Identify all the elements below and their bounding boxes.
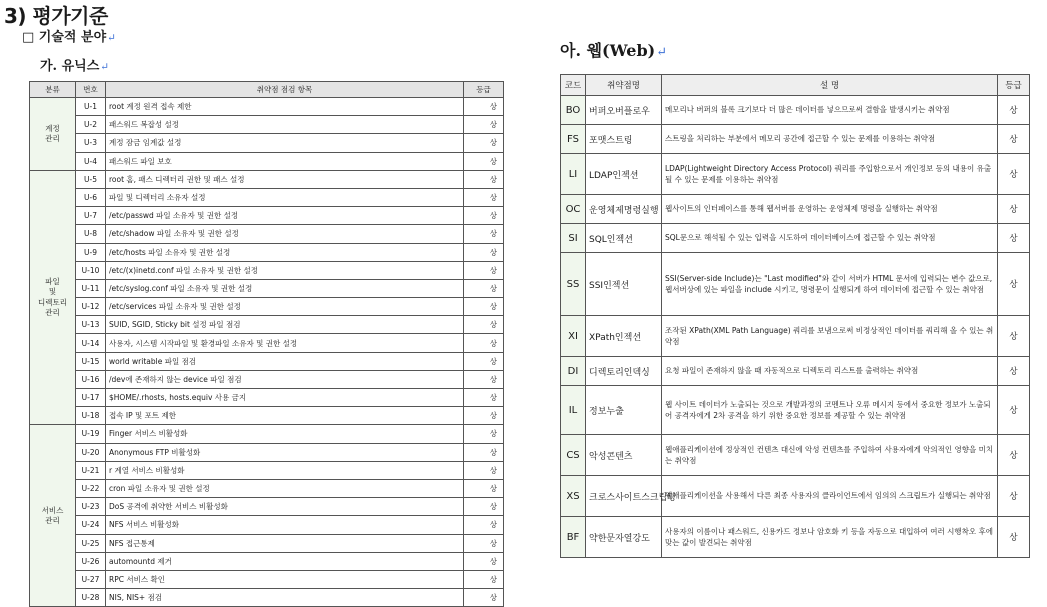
unix-item-name: /etc/hosts 파일 소유자 및 권한 설정 — [106, 243, 464, 261]
web-vuln-name: 약한문자열강도 — [586, 517, 662, 558]
unix-item-level: 상 — [464, 207, 504, 225]
unix-item-name: r 계열 서비스 비활성화 — [106, 461, 464, 479]
unix-item-name: automountd 제거 — [106, 552, 464, 570]
unix-item-code: U-5 — [76, 170, 106, 188]
unix-item-code: U-18 — [76, 407, 106, 425]
web-header-code: 코드 — [561, 75, 586, 96]
unix-item-code: U-12 — [76, 298, 106, 316]
unix-item-level: 상 — [464, 316, 504, 334]
table-row — [30, 479, 504, 497]
table-row — [30, 188, 504, 206]
unix-item-code: U-11 — [76, 279, 106, 297]
unix-item-level: 상 — [464, 589, 504, 607]
table-row — [561, 435, 1030, 476]
unix-item-name: root 홈, 패스 디렉터리 권한 및 패스 설정 — [106, 170, 464, 188]
unix-item-name: world writable 파일 점검 — [106, 352, 464, 370]
unix-header-row — [30, 82, 504, 98]
unix-category-cell — [30, 170, 76, 425]
web-header-name: 취약점명 — [586, 75, 662, 96]
table-row — [30, 298, 504, 316]
unix-item-name: 패스워드 파일 보호 — [106, 152, 464, 170]
unix-item-name: /etc/passwd 파일 소유자 및 권한 설정 — [106, 207, 464, 225]
unix-item-name: NFS 서비스 비활성화 — [106, 516, 464, 534]
unix-item-name: /dev에 존재하지 않는 device 파일 점검 — [106, 370, 464, 388]
web-vuln-desc: 메모리나 버퍼의 블록 크기보다 더 많은 데이터를 넣으므로써 결함을 발생시키는 취약점 — [662, 96, 998, 125]
table-row — [30, 370, 504, 388]
unix-item-code: U-2 — [76, 116, 106, 134]
unix-item-code: U-27 — [76, 570, 106, 588]
unix-item-name: NFS 접근통제 — [106, 534, 464, 552]
unix-item-level: 상 — [464, 98, 504, 116]
enter-mark-icon: ↵ — [107, 32, 116, 44]
unix-item-name: 계정 잠금 임계값 설정 — [106, 134, 464, 152]
unix-item-code: U-9 — [76, 243, 106, 261]
web-header-desc: 설 명 — [662, 75, 998, 96]
web-vuln-name: 정보누출 — [586, 386, 662, 435]
unix-item-level: 상 — [464, 116, 504, 134]
unix-item-code: U-10 — [76, 261, 106, 279]
table-row — [561, 154, 1030, 195]
web-table-body — [561, 96, 1030, 558]
web-vuln-level: 상 — [998, 386, 1030, 435]
unix-item-level: 상 — [464, 534, 504, 552]
unix-item-name: 접속 IP 및 포트 제한 — [106, 407, 464, 425]
web-vuln-desc: 사용자의 이름이나 패스워드, 신용카드 정보나 암호화 키 등을 자동으로 대입하여 여러 시행착오 후에 맞는 값이 발견되는 취약점 — [662, 517, 998, 558]
web-vuln-desc: 웹 사이트 데이터가 노출되는 것으로 개발과정의 코멘트나 오류 메시지 등에서 중요한 정보가 노출되어 공격자에게 2차 공격을 하기 위한 중요한 정보를 제공할 수 있는 취약점 — [662, 386, 998, 435]
web-vuln-name: 포맷스트링 — [586, 125, 662, 154]
unix-item-code: U-13 — [76, 316, 106, 334]
table-row — [561, 357, 1030, 386]
section-label — [22, 26, 116, 45]
web-vuln-level: 상 — [998, 154, 1030, 195]
web-vuln-code: LI — [561, 154, 586, 195]
unix-item-level: 상 — [464, 188, 504, 206]
unix-item-code: U-23 — [76, 498, 106, 516]
table-row — [561, 96, 1030, 125]
web-vuln-name: XPath인젝션 — [586, 316, 662, 357]
web-vuln-name: 디렉토리인덱싱 — [586, 357, 662, 386]
web-vuln-name: LDAP인젝션 — [586, 154, 662, 195]
web-vuln-level: 상 — [998, 316, 1030, 357]
unix-item-name: DoS 공격에 취약한 서비스 비활성화 — [106, 498, 464, 516]
unix-item-name: $HOME/.rhosts, hosts.equiv 사용 금지 — [106, 389, 464, 407]
table-row — [561, 253, 1030, 316]
unix-item-code: U-15 — [76, 352, 106, 370]
web-vuln-level: 상 — [998, 357, 1030, 386]
unix-item-name: /etc/services 파일 소유자 및 권한 설정 — [106, 298, 464, 316]
unix-item-level: 상 — [464, 279, 504, 297]
web-vuln-desc: 조작된 XPath(XML Path Language) 쿼리를 보냄으로써 비정상적인 데이터를 쿼리해 올 수 있는 취약점 — [662, 316, 998, 357]
table-row — [30, 170, 504, 188]
web-heading — [560, 38, 667, 61]
unix-item-level: 상 — [464, 443, 504, 461]
table-row — [30, 134, 504, 152]
page-title: 3) 평가기준 — [4, 4, 108, 28]
unix-item-name: Anonymous FTP 비활성화 — [106, 443, 464, 461]
web-heading-text: 아. 웹(Web) — [560, 41, 656, 60]
unix-item-name: RPC 서비스 확인 — [106, 570, 464, 588]
web-vuln-desc: 스트링을 처리하는 부분에서 메모리 공간에 접근할 수 있는 문제를 이용하는 취약점 — [662, 125, 998, 154]
table-row — [30, 461, 504, 479]
web-vuln-code: BO — [561, 96, 586, 125]
unix-item-level: 상 — [464, 261, 504, 279]
unix-heading — [40, 55, 109, 74]
unix-category-cell — [30, 98, 76, 171]
web-vuln-code: BF — [561, 517, 586, 558]
table-row — [30, 243, 504, 261]
web-vuln-name: 크로스사이트스크립팅 — [586, 476, 662, 517]
unix-item-code: U-17 — [76, 389, 106, 407]
web-vuln-name: SQL인젝션 — [586, 224, 662, 253]
table-row — [561, 125, 1030, 154]
table-row — [30, 552, 504, 570]
unix-item-code: U-22 — [76, 479, 106, 497]
table-row — [30, 534, 504, 552]
unix-item-level: 상 — [464, 570, 504, 588]
unix-item-code: U-21 — [76, 461, 106, 479]
unix-category-cell — [30, 425, 76, 607]
unix-item-level: 상 — [464, 479, 504, 497]
unix-header-code: 번호 — [76, 82, 106, 98]
table-row — [30, 316, 504, 334]
web-vuln-name: 버퍼오버플로우 — [586, 96, 662, 125]
web-header-row — [561, 75, 1030, 96]
unix-item-level: 상 — [464, 461, 504, 479]
table-row — [30, 116, 504, 134]
unix-item-code: U-16 — [76, 370, 106, 388]
web-criteria-table — [560, 74, 1030, 558]
unix-item-level: 상 — [464, 134, 504, 152]
web-vuln-name: 운영체제명령실행 — [586, 195, 662, 224]
table-row — [30, 589, 504, 607]
unix-item-code: U-8 — [76, 225, 106, 243]
unix-item-name: /etc/(x)inetd.conf 파일 소유자 및 권한 설정 — [106, 261, 464, 279]
unix-item-level: 상 — [464, 170, 504, 188]
unix-header-level: 등급 — [464, 82, 504, 98]
web-vuln-desc: SQL문으로 해석될 수 있는 입력을 시도하여 데이터베이스에 접근할 수 있는 취약점 — [662, 224, 998, 253]
table-row — [30, 279, 504, 297]
web-vuln-desc: SSI(Server-side Include)는 "Last modified"와 같이 서버가 HTML 문서에 입력되는 변수 값으로, 웹서버상에 있는 파일을 include 시키고, 명령문이 실행되게 하여 데이터에 접근할 수 있는 취약점 — [662, 253, 998, 316]
unix-item-name: 패스워드 복잡성 설정 — [106, 116, 464, 134]
web-vuln-code: XI — [561, 316, 586, 357]
unix-item-code: U-25 — [76, 534, 106, 552]
enter-mark-icon: ↵ — [100, 61, 110, 73]
unix-item-code: U-7 — [76, 207, 106, 225]
table-row — [30, 407, 504, 425]
unix-item-code: U-14 — [76, 334, 106, 352]
table-row — [30, 498, 504, 516]
web-header-level: 등급 — [998, 75, 1030, 96]
unix-item-name: 파일 및 디렉터리 소유자 설정 — [106, 188, 464, 206]
web-vuln-level: 상 — [998, 195, 1030, 224]
unix-item-code: U-19 — [76, 425, 106, 443]
web-vuln-code: SS — [561, 253, 586, 316]
table-row — [30, 516, 504, 534]
web-vuln-code: XS — [561, 476, 586, 517]
web-vuln-level: 상 — [998, 476, 1030, 517]
unix-category-label: 계정 관리 — [45, 123, 60, 143]
web-vuln-code: IL — [561, 386, 586, 435]
unix-item-code: U-24 — [76, 516, 106, 534]
unix-item-level: 상 — [464, 225, 504, 243]
table-row — [561, 476, 1030, 517]
enter-mark-icon: ↵ — [656, 45, 667, 60]
unix-criteria-table — [29, 81, 504, 607]
unix-item-level: 상 — [464, 243, 504, 261]
unix-item-name: SUID, SGID, Sticky bit 설정 파일 점검 — [106, 316, 464, 334]
table-row — [30, 225, 504, 243]
web-vuln-level: 상 — [998, 96, 1030, 125]
unix-item-code: U-3 — [76, 134, 106, 152]
web-vuln-desc: 웹애플리케이션에 정상적인 컨텐츠 대신에 악성 컨텐츠를 주입하여 사용자에게 악의적인 영향을 미치는 취약점 — [662, 435, 998, 476]
unix-item-name: /etc/syslog.conf 파일 소유자 및 권한 설정 — [106, 279, 464, 297]
unix-category-label: 서비스 관리 — [41, 505, 64, 525]
table-row — [30, 207, 504, 225]
unix-item-name: NIS, NIS+ 점검 — [106, 589, 464, 607]
unix-item-code: U-4 — [76, 152, 106, 170]
unix-item-name: cron 파일 소유자 및 권한 설정 — [106, 479, 464, 497]
table-row — [561, 386, 1030, 435]
unix-table-body — [30, 98, 504, 607]
unix-item-level: 상 — [464, 370, 504, 388]
unix-item-level: 상 — [464, 498, 504, 516]
unix-item-level: 상 — [464, 298, 504, 316]
web-vuln-level: 상 — [998, 435, 1030, 476]
table-row — [30, 570, 504, 588]
unix-item-level: 상 — [464, 389, 504, 407]
web-vuln-desc: 웹사이트의 인터페이스를 통해 웹서버를 운영하는 운영체제 명령을 실행하는 취약점 — [662, 195, 998, 224]
table-row — [30, 334, 504, 352]
web-vuln-desc: 웹애플리케이션을 사용해서 다른 최종 사용자의 클라이언트에서 임의의 스크립트가 실행되는 취약점 — [662, 476, 998, 517]
table-row — [30, 261, 504, 279]
web-vuln-level: 상 — [998, 125, 1030, 154]
web-vuln-desc: 요청 파일이 존재하지 않을 때 자동적으로 디렉토리 리스트를 출력하는 취약점 — [662, 357, 998, 386]
web-vuln-level: 상 — [998, 517, 1030, 558]
unix-item-level: 상 — [464, 552, 504, 570]
section-label-text: □ 기술적 분야 — [22, 30, 107, 45]
table-row — [30, 425, 504, 443]
unix-item-code: U-1 — [76, 98, 106, 116]
unix-item-level: 상 — [464, 425, 504, 443]
unix-item-code: U-26 — [76, 552, 106, 570]
unix-item-name: 사용자, 시스템 시작파일 및 환경파일 소유자 및 권한 설정 — [106, 334, 464, 352]
web-vuln-code: CS — [561, 435, 586, 476]
web-vuln-code: SI — [561, 224, 586, 253]
web-vuln-code: OC — [561, 195, 586, 224]
unix-item-level: 상 — [464, 407, 504, 425]
table-row — [30, 389, 504, 407]
unix-category-label: 파일 및 디렉토리 관리 — [38, 277, 67, 317]
web-vuln-code: FS — [561, 125, 586, 154]
web-vuln-level: 상 — [998, 253, 1030, 316]
unix-item-level: 상 — [464, 516, 504, 534]
web-vuln-code: DI — [561, 357, 586, 386]
unix-item-level: 상 — [464, 352, 504, 370]
table-row — [30, 152, 504, 170]
table-row — [30, 443, 504, 461]
unix-header-item: 취약점 점검 항목 — [106, 82, 464, 98]
unix-item-level: 상 — [464, 334, 504, 352]
unix-header-category: 분류 — [30, 82, 76, 98]
table-row — [561, 316, 1030, 357]
unix-item-code: U-28 — [76, 589, 106, 607]
web-vuln-name: SSI인젝션 — [586, 253, 662, 316]
unix-heading-text: 가. 유닉스 — [40, 59, 100, 74]
web-vuln-desc: LDAP(Lightweight Directory Access Protocol) 쿼리를 주입함으로서 개인정보 등의 내용이 유출될 수 있는 문제를 이용하는 취약점 — [662, 154, 998, 195]
web-vuln-level: 상 — [998, 224, 1030, 253]
unix-item-code: U-6 — [76, 188, 106, 206]
table-row — [561, 517, 1030, 558]
table-row — [561, 224, 1030, 253]
unix-item-name: /etc/shadow 파일 소유자 및 권한 설정 — [106, 225, 464, 243]
table-row — [30, 352, 504, 370]
table-row — [561, 195, 1030, 224]
unix-item-level: 상 — [464, 152, 504, 170]
unix-item-name: root 계정 원격 접속 제한 — [106, 98, 464, 116]
web-vuln-name: 악성콘텐츠 — [586, 435, 662, 476]
unix-item-code: U-20 — [76, 443, 106, 461]
table-row — [30, 98, 504, 116]
unix-item-name: Finger 서비스 비활성화 — [106, 425, 464, 443]
